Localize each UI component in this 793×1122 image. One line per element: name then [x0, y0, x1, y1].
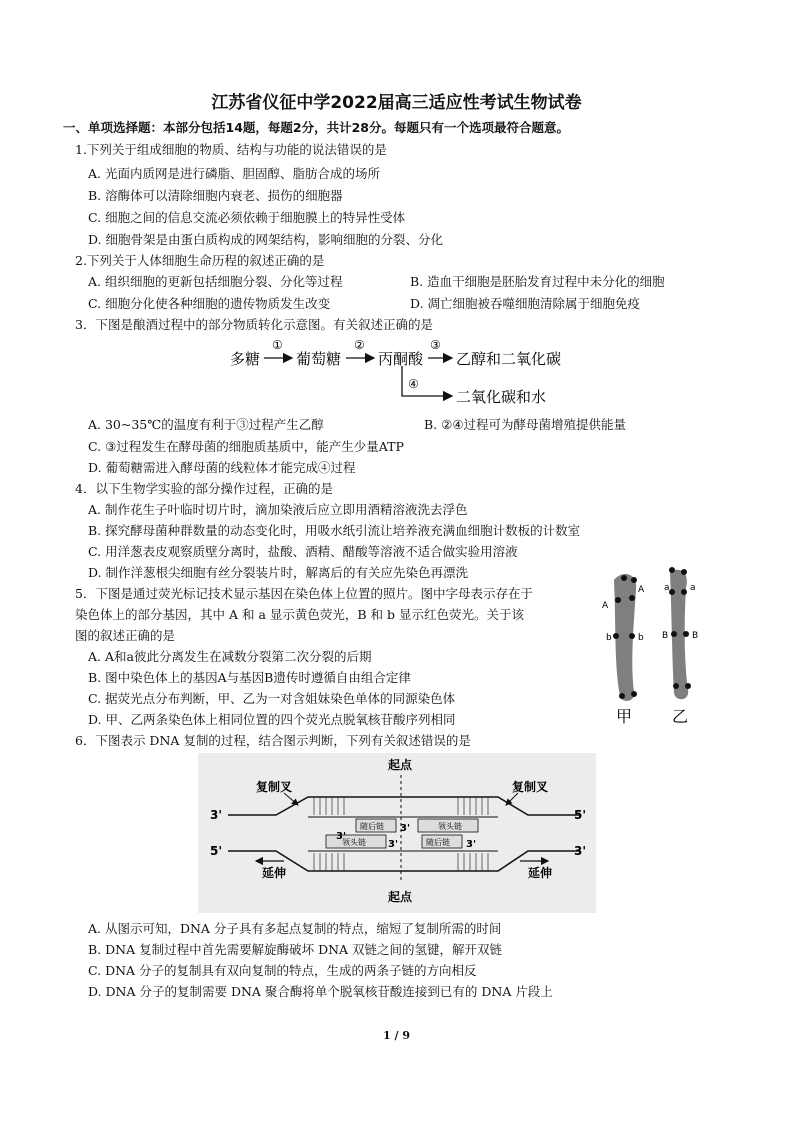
node-co2-water: 二氧化碳和水 — [456, 388, 547, 406]
q4-option-c: C. 用洋葱表皮观察质壁分离时，盐酸、酒精、醋酸等溶液不适合做实验用溶液 — [88, 544, 518, 559]
q1-option-d: D. 细胞骨架是由蛋白质构成的网架结构，影响细胞的分裂、分化 — [88, 232, 444, 247]
leading-strand-label-2: 领头链 — [342, 838, 366, 847]
gene-label-A-left: A — [602, 601, 609, 611]
q1-option-b: B. 溶酶体可以清除细胞内衰老、损伤的细胞器 — [88, 188, 343, 203]
q3-option-d: D. 葡萄糖需进入酵母菌的线粒体才能完成④过程 — [88, 460, 356, 475]
q3-option-c: C. ③过程发生在酵母菌的细胞质基质中，能产生少量ATP — [88, 439, 404, 454]
step-1-label: ① — [272, 338, 283, 352]
q1-stem: 1.下列关于组成细胞的物质、结构与功能的说法错误的是 — [75, 142, 387, 157]
chromosome-figure — [592, 562, 712, 732]
q1-option-a: A. 光面内质网是进行磷脂、胆固醇、脂肪合成的场所 — [88, 166, 380, 181]
leading-strand-label-1: 领头链 — [438, 822, 462, 831]
q4-option-d: D. 制作洋葱根尖细胞有丝分裂装片时，解离后的有关应先染色再漂洗 — [88, 565, 469, 580]
step-3-label: ③ — [430, 338, 441, 352]
q1-option-c: C. 细胞之间的信息交流必须依赖于细胞膜上的特异性受体 — [88, 210, 406, 225]
q5-option-a: A. A和a彼此分离发生在减数分裂第二次分裂的后期 — [88, 649, 372, 664]
q6-stem: 6．下图表示 DNA 复制的过程，结合图示判断，下列有关叙述错误的是 — [75, 733, 471, 748]
node-glucose: 葡萄糖 — [296, 350, 342, 368]
node-polysaccharide: 多糖 — [230, 350, 261, 368]
origin-bottom-label: 起点 — [388, 890, 413, 904]
q2-option-d: D. 凋亡细胞被吞噬细胞清除属于细胞免疫 — [410, 296, 641, 311]
q3-option-a: A. 30~35℃的温度有利于③过程产生乙醇 — [88, 417, 324, 432]
q5-option-c: C. 据荧光点分布判断，甲、乙为一对含姐妹染色单体的同源染色体 — [88, 691, 456, 706]
step-4-label: ④ — [408, 377, 419, 391]
q4-option-b: B. 探究酵母菌种群数量的动态变化时，用吸水纸引流让培养液充满血细胞计数板的计数室 — [88, 523, 581, 538]
q6-option-a: A. 从图示可知，DNA 分子具有多起点复制的特点，缩短了复制所需的时间 — [88, 921, 502, 936]
dna-replication-figure — [198, 753, 596, 913]
extend-left-label: 延伸 — [262, 866, 287, 880]
end-3-prime-bottom-right: 3' — [574, 844, 587, 858]
q3-stem: 3．下图是酿酒过程中的部分物质转化示意图。有关叙述正确的是 — [75, 317, 433, 332]
lagging-strand-label-2: 随后链 — [426, 838, 450, 847]
inner-3-prime-c: 3' — [388, 839, 399, 850]
section-heading: 一、单项选择题：本部分包括14题，每题2分，共计28分。每题只有一个选项最符合题意。 — [63, 120, 569, 135]
node-pyruvate: 丙酮酸 — [378, 350, 424, 368]
chromosome-jia-label: 甲 — [616, 707, 633, 726]
end-5-prime-bottom-left: 5' — [210, 844, 223, 858]
q6-option-b: B. DNA 复制过程中首先需要解旋酶破坏 DNA 双链之间的氢键，解开双链 — [88, 942, 503, 957]
gene-label-B-left: B — [662, 631, 669, 641]
q5-stem-line2: 染色体上的部分基因，其中 A 和 a 显示黄色荧光，B 和 b 显示红色荧光。关于该 — [75, 607, 524, 622]
q2-option-c: C. 细胞分化使各种细胞的遗传物质发生改变 — [88, 296, 331, 311]
page-title: 江苏省仪征中学2022届高三适应性考试生物试卷 — [211, 93, 582, 113]
fermentation-diagram — [222, 336, 602, 408]
q5-option-b: B. 图中染色体上的基因A与基因B遗传时遵循自由组合定律 — [88, 670, 411, 685]
gene-label-b-right: b — [638, 633, 644, 643]
chromosome-yi-label: 乙 — [672, 707, 689, 726]
gene-label-B-right: B — [692, 631, 699, 641]
extend-right-label: 延伸 — [528, 866, 553, 880]
fork-left-label: 复制叉 — [256, 780, 293, 794]
q2-stem: 2.下列关于人体细胞生命历程的叙述正确的是 — [75, 253, 325, 268]
inner-3-prime-a: 3' — [336, 831, 347, 842]
end-5-prime-top-right: 5' — [574, 808, 587, 822]
gene-label-A-right: A — [638, 585, 645, 595]
inner-3-prime-d: 3' — [466, 839, 477, 850]
end-3-prime-top-left: 3' — [210, 808, 223, 822]
q6-option-c: C. DNA 分子的复制具有双向复制的特点，生成的两条子链的方向相反 — [88, 963, 477, 978]
page-number: 1 / 9 — [383, 1029, 410, 1042]
q6-option-d: D. DNA 分子的复制需要 DNA 聚合酶将单个脱氧核苷酸连接到已有的 DNA 片段上 — [88, 984, 553, 999]
lagging-strand-label-1: 随后链 — [360, 822, 384, 831]
q2-option-a: A. 组织细胞的更新包括细胞分裂、分化等过程 — [88, 274, 343, 289]
fork-right-label: 复制叉 — [512, 780, 549, 794]
gene-label-a-right: a — [690, 583, 696, 593]
q5-stem-line1: 5．下图是通过荧光标记技术显示基因在染色体上位置的照片。图中字母表示存在于 — [75, 586, 533, 601]
origin-top-label: 起点 — [388, 758, 413, 772]
step-2-label: ② — [354, 338, 365, 352]
node-ethanol-co2: 乙醇和二氧化碳 — [456, 350, 562, 368]
q4-option-a: A. 制作花生子叶临时切片时，滴加染液后应立即用酒精溶液洗去浮色 — [88, 502, 468, 517]
q5-stem-line3: 图的叙述正确的是 — [75, 628, 176, 643]
inner-3-prime-b: 3' — [400, 823, 411, 834]
gene-label-b-left: b — [606, 633, 612, 643]
q5-option-d: D. 甲、乙两条染色体上相同位置的四个荧光点脱氧核苷酸序列相同 — [88, 712, 456, 727]
q4-stem: 4．以下生物学实验的部分操作过程，正确的是 — [75, 481, 333, 496]
gene-label-a-left: a — [664, 583, 670, 593]
q3-option-b: B. ②④过程可为酵母菌增殖提供能量 — [424, 417, 627, 432]
q2-option-b: B. 造血干细胞是胚胎发育过程中未分化的细胞 — [410, 274, 665, 289]
